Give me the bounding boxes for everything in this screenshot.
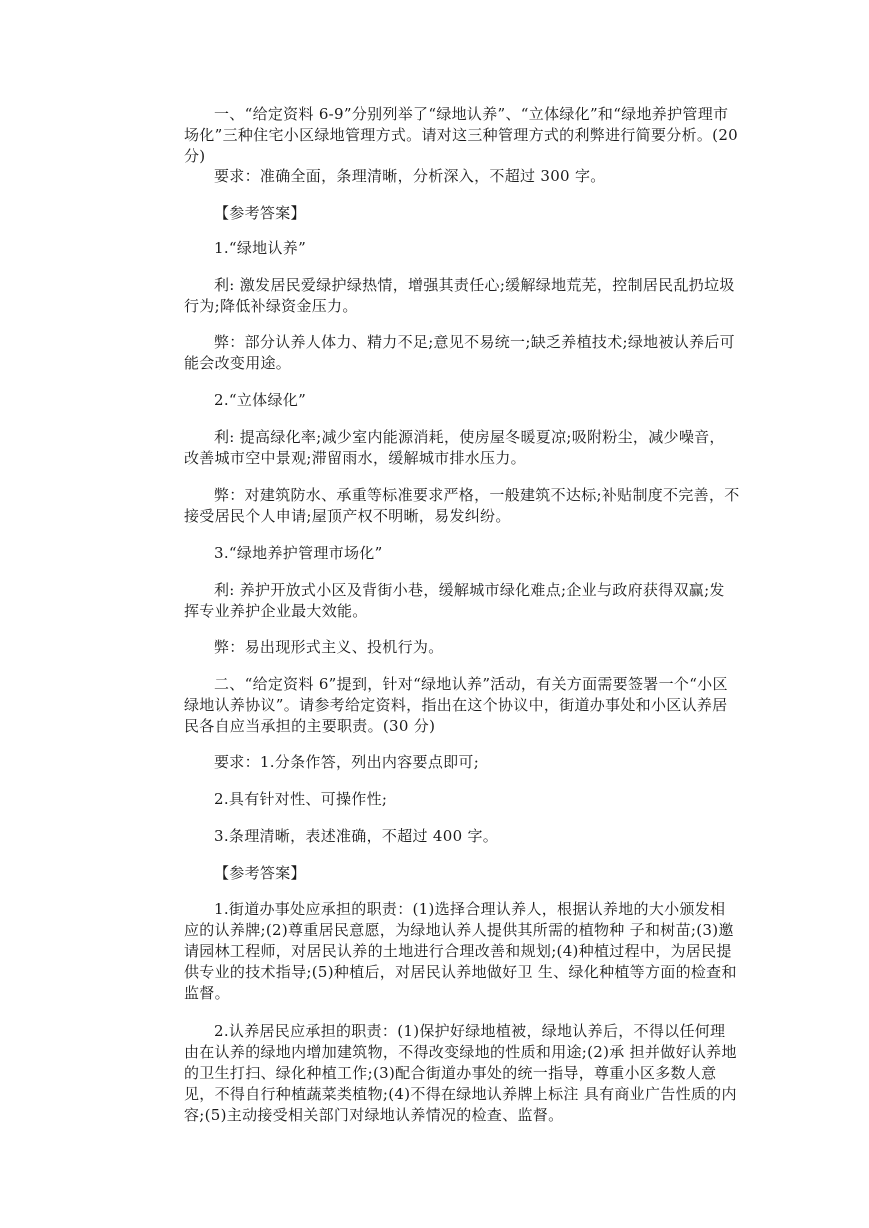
question-2-requirement-3: 3.条理清晰，表述准确，不超过 400 字。 [214,827,499,845]
answer-header: 【参考答案】 [214,204,306,222]
question-1-prompt: 一、“给定资料 6-9”分别列举了“绿地认养”、“立体绿化”和“绿地养护管理市场化”三种住宅小区绿地管理方式。请对这三种管理方式的利弊进行简要分析。(20 分) [184,105,739,165]
item-2-cons: 弊：对建筑防水、承重等标准要求严格，一般建筑不达标;补贴制度不完善，不接受居民个人申请;屋顶产权不明晰，易发纠纷。 [184,486,740,525]
question-1-requirement: 要求：准确全面，条理清晰，分析深入，不超过 300 字。 [214,167,606,185]
item-2-pros: 利: 提高绿化率;减少室内能源消耗，使房屋冬暖夏凉;吸附粉尘，减少噪音，改善城市空中景观;滞留雨水，缓解城市排水压力。 [184,428,725,467]
item-3-pros: 利: 养护开放式小区及背街小巷，缓解城市绿化难点;企业与政府获得双赢;发挥专业养护企业最大效能。 [184,581,725,620]
question-2-requirement-1: 要求：1.分条作答，列出内容要点即可; [214,753,480,771]
item-3-cons: 弊：易出现形式主义、投机行为。 [214,638,444,656]
answer-2-part-1: 1.街道办事处应承担的职责：(1)选择合理认养人，根据认养地的大小颁发相应的认养牌;(2)尊重居民意愿，为绿地认养人提供其所需的植物种 子和树苗;(3)邀请园林工程师，对居民认养的土地进行合理改善和规划;(4)种植过程中，为居民提供专业的技术指导;(5)种植后，对居民认养地做好卫 生、绿化种植等方面的检查和监督。 [184,900,737,1002]
answer-header: 【参考答案】 [214,864,306,882]
item-3-title: 3.“绿地养护管理市场化” [214,544,383,562]
question-2-requirement-2: 2.具有针对性、可操作性; [214,790,388,808]
answer-2-part-2: 2.认养居民应承担的职责：(1)保护好绿地植被，绿地认养后，不得以任何理由在认养的绿地内增加建筑物，不得改变绿地的性质和用途;(2)承 担并做好认养地的卫生打扫、绿化种植工作;(3)配合街道办事处的统一指导，尊重小区多数人意见，不得自行种植蔬菜类植物;(4)不得在绿地认养牌上标注 具有商业广告性质的内容;(5)主动接受相关部门对绿地认养情况的检查、监督。 [184,1022,737,1124]
item-1-pros: 利: 激发居民爱绿护绿热情，增强其责任心;缓解绿地荒芜，控制居民乱扔垃圾行为;降低补绿资金压力。 [184,276,735,315]
question-2-prompt: 二、“给定资料 6”提到，针对“绿地认养”活动，有关方面需要签署一个“小区绿地认养协议”。请参考给定资料，指出在这个协议中，街道办事处和小区认养居民各自应当承担的主要职责。(30 分) [184,675,728,735]
item-2-title: 2.“立体绿化” [214,391,307,409]
item-1-title: 1.“绿地认养” [214,239,307,257]
item-1-cons: 弊：部分认养人体力、精力不足;意见不易统一;缺乏养植技术;绿地被认养后可能会改变用途。 [184,333,735,372]
